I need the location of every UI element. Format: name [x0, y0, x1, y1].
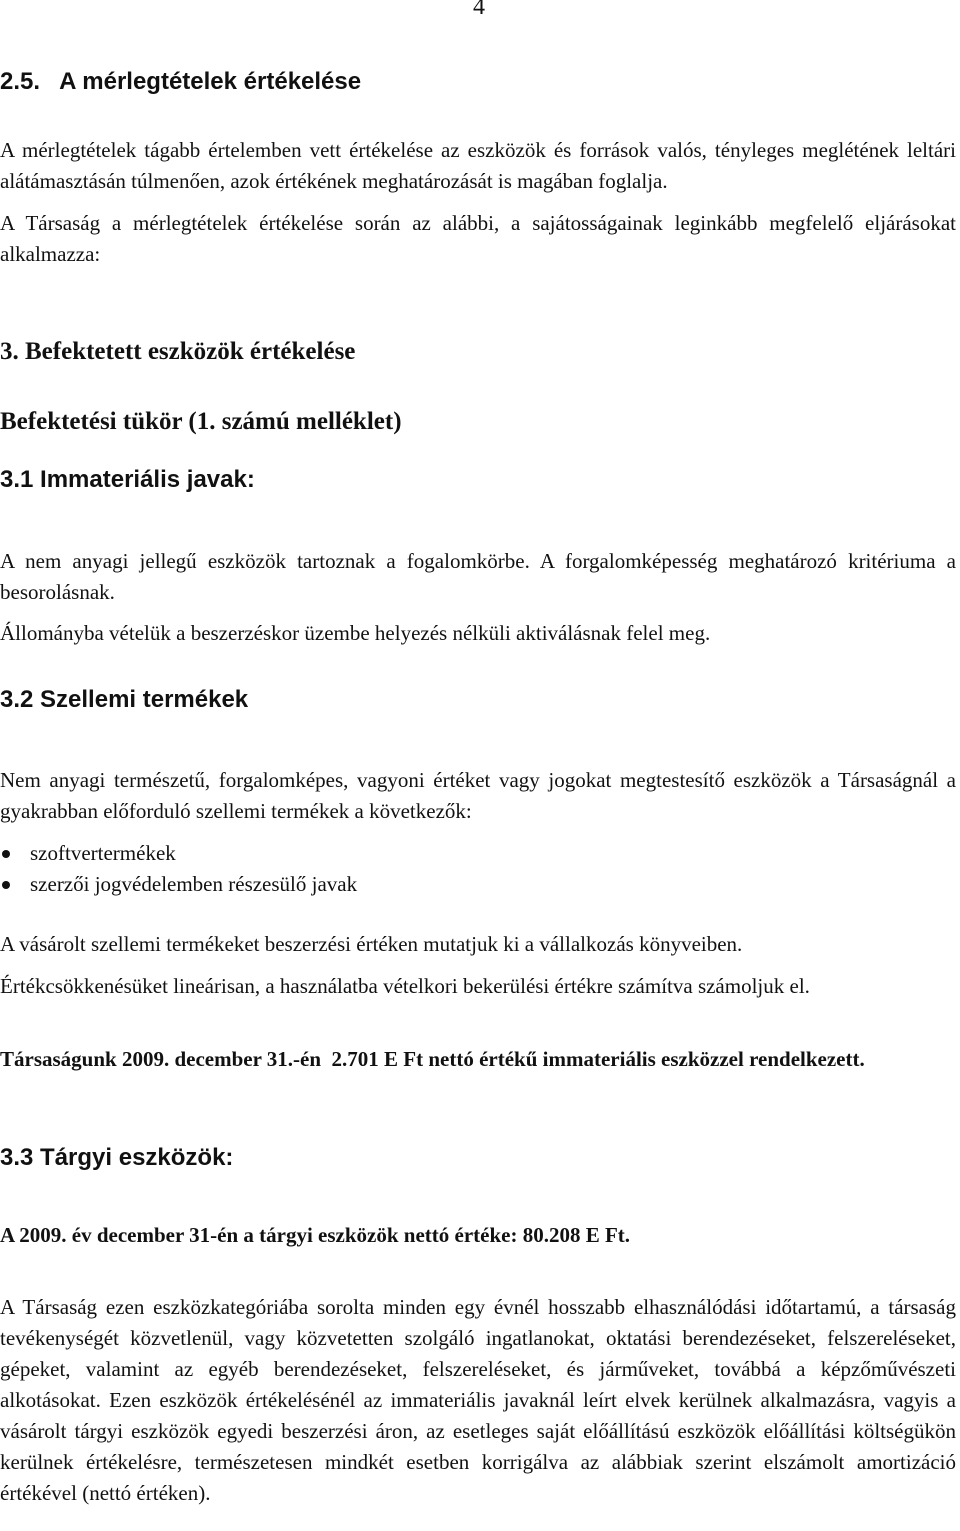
bullet-icon [2, 850, 10, 858]
section-3-3-heading: 3.3 Tárgyi eszközök: [0, 1144, 234, 1171]
section-2-5-heading: 2.5. A mérlegtételek értékelése [0, 68, 362, 95]
section-3-heading: 3. Befektetett eszközök értékelése [0, 338, 356, 365]
section-3-2-bullet-list [0, 838, 900, 900]
section-3-2-heading: 3.2 Szellemi termékek [0, 686, 249, 713]
section-3-3-paragraph-1: A 2009. év december 31-én a tárgyi eszközök nettó értéke: 80.208 E Ft. [0, 1223, 631, 1247]
list-item: szerzői jogvédelemben részesülő javak [0, 869, 900, 900]
section-3-1-paragraph-2: Állományba vételük a beszerzéskor üzembe helyezés nélküli aktiválásnak felel meg. [0, 621, 711, 645]
list-item: szoftvertermékek [0, 838, 900, 869]
section-3-2-paragraph-2: A vásárolt szellemi termékeket beszerzési értéken mutatjuk ki a vállalkozás könyveiben. [0, 932, 743, 956]
section-3-3-paragraph-2: A Társaság ezen eszközkategóriába sorolta minden egy évnél hosszabb elhasználódási időtartamú, a társaság tevékenységét közvetlenül, vagy közvetetten szolgáló ingatlanokat, oktatási berendezéseket, felszereléseket, gépeket, valamint az egyéb berendezéseket, felszereléseket, és járműveket, továbbá a képzőművészeti alkotásokat. Ezen eszközök értékelésénél az immateriális javaknál leírt elvek kerülnek alkalmazásra, vagyis a vásárolt tárgyi eszközök egyedi beszerzési áron, az esetleges saját előállítású eszközök előállítási költségükön kerülnek értékelésre, természetesen mindkét esetben korrigálva az alábbiak szerint elszámolt amortizáció értékével (nettó értéken). [0, 1295, 956, 1505]
section-3-1-paragraph-1: A nem anyagi jellegű eszközök tartoznak a fogalomkörbe. A forgalomképesség meghatározó kritériuma a besorolásnak. [0, 549, 956, 604]
section-3-2-paragraph-3: Értékcsökkenésüket lineárisan, a használatba vételkori bekerülési értékre számítva számoljuk el. [0, 974, 810, 998]
section-3-1-heading: 3.1 Immateriális javak: [0, 466, 255, 493]
section-2-5-paragraph-2: A Társaság a mérlegtételek értékelése során az alábbi, a sajátosságainak leginkább megfelelő eljárásokat alkalmazza: [0, 211, 956, 266]
section-3-2-paragraph-1: Nem anyagi természetű, forgalomképes, vagyoni értéket vagy jogokat megtestesítő eszközök a Társaságnál a gyakrabban előforduló szellemi termékek a következők: [0, 768, 956, 823]
section-3-2-paragraph-4: Társaságunk 2009. december 31.-én 2.701 E Ft nettó értékű immateriális eszközzel rendelkezett. [0, 1047, 865, 1071]
bullet-icon [2, 881, 10, 889]
section-2-5-paragraph-1: A mérlegtételek tágabb értelemben vett értékelése az eszközök és források valós, tényleges meglétének leltári alátámasztásán túlmenően, azok értékének meghatározását is magában foglalja. [0, 138, 956, 193]
page-number: 4 [473, 0, 485, 20]
section-3-subheading: Befektetési tükör (1. számú melléklet) [0, 408, 402, 435]
